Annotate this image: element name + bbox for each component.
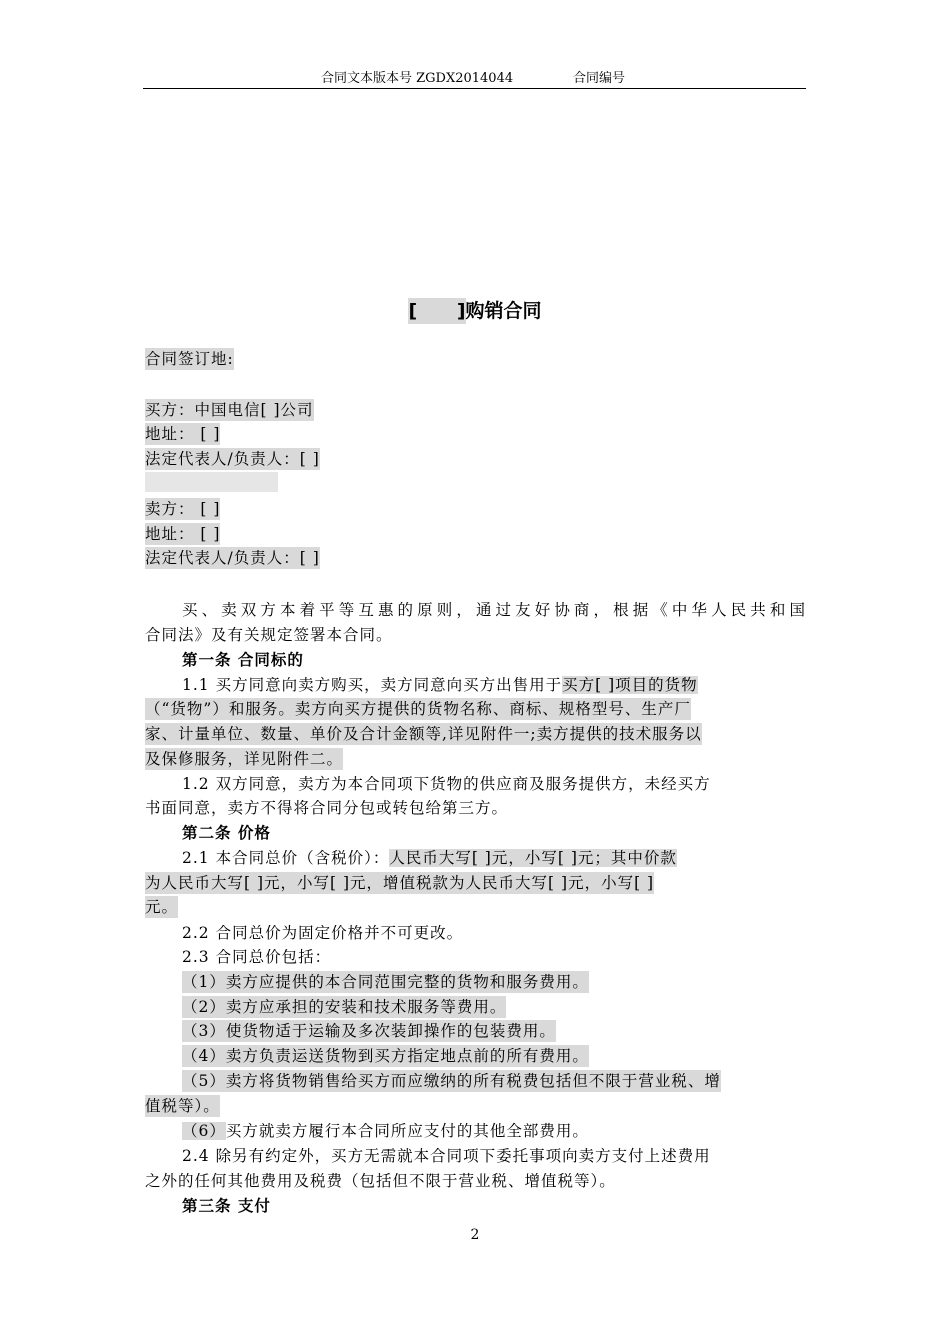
title-bracket: [ ] xyxy=(408,300,466,322)
page-number: 2 xyxy=(470,1227,480,1243)
clause-2-1-line-1: 2.1 本合同总价（含税价）：人民币大写[ ]元，小写[ ]元；其中价款 xyxy=(182,849,677,867)
clause-1-1-line-1: 1.1 买方同意向卖方购买，卖方同意向买方出售用于买方[ ]项目的货物 xyxy=(182,676,698,694)
clause-2-4-line-1: 2.4 除另有约定外，买方无需就本合同项下委托事项向卖方支付上述费用 xyxy=(182,1147,711,1165)
blank-highlight xyxy=(145,472,278,492)
item-5-line-2: 值税等）。 xyxy=(145,1097,220,1115)
clause-1-1-line-4: 及保修服务，详见附件二。 xyxy=(145,750,344,768)
document-title xyxy=(0,296,950,323)
clause-2-1-line-3: 元。 xyxy=(145,898,179,916)
intro-line-2: 合同法》及有关规定签署本合同。 xyxy=(145,626,393,644)
item-4: （4）卖方负责运送货物到买方指定地点前的所有费用。 xyxy=(182,1047,589,1065)
page-header xyxy=(143,66,806,89)
buyer-line: 买方：中国电信[ ]公司 xyxy=(145,401,314,419)
signing-place: 合同签订地: xyxy=(145,350,234,368)
clause-2-3: 2.3 合同总价包括： xyxy=(182,948,332,966)
seller-address: 地址： [ ] xyxy=(145,525,221,543)
item-3: （3）使货物适于运输及多次装卸操作的包装费用。 xyxy=(182,1022,556,1040)
intro-line-1: 买、卖双方本着平等互惠的原则，通过友好协商，根据《中华人民共和国 xyxy=(182,601,806,619)
clause-1-1-line-2: （“货物”）和服务。卖方向买方提供的货物名称、商标、规格型号、生产厂 xyxy=(145,700,691,718)
buyer-representative: 法定代表人/负责人：[ ] xyxy=(145,450,320,468)
seller-representative: 法定代表人/负责人：[ ] xyxy=(145,549,320,567)
contract-version: 合同文本版本号 ZGDX2014044 xyxy=(321,71,514,86)
item-6: （6）买方就卖方履行本合同所应支付的其他全部费用。 xyxy=(182,1122,589,1140)
clause-1-2-line-1: 1.2 双方同意，卖方为本合同项下货物的供应商及服务提供方，未经买方 xyxy=(182,775,711,793)
article-2-heading: 第二条 价格 xyxy=(182,824,271,842)
item-1: （1）卖方应提供的本合同范围完整的货物和服务费用。 xyxy=(182,973,589,991)
seller-line: 卖方： [ ] xyxy=(145,500,221,518)
clause-2-1-line-2: 为人民币大写[ ]元，小写[ ]元，增值税款为人民币大写[ ]元，小写[ ] xyxy=(145,874,655,892)
buyer-address: 地址： [ ] xyxy=(145,425,221,443)
clause-2-2: 2.2 合同总价为固定价格并不可更改。 xyxy=(182,924,464,942)
item-5-line-1: （5）卖方将货物销售给买方而应缴纳的所有税费包括但不限于营业税、增 xyxy=(182,1072,721,1090)
contract-number-label: 合同编号 xyxy=(573,71,626,86)
article-3-heading: 第三条 支付 xyxy=(182,1197,271,1215)
item-2: （2）卖方应承担的安装和技术服务等费用。 xyxy=(182,998,507,1016)
clause-2-4-line-2: 之外的任何其他费用及税费（包括但不限于营业税、增值税等）。 xyxy=(145,1172,616,1190)
clause-1-1-line-3: 家、计量单位、数量、单价及合计金额等,详见附件一;卖方提供的技术服务以 xyxy=(145,725,702,743)
clause-1-2-line-2: 书面同意，卖方不得将合同分包或转包给第三方。 xyxy=(145,799,509,817)
title-text: 购销合同 xyxy=(465,300,542,322)
article-1-heading: 第一条 合同标的 xyxy=(182,651,304,669)
